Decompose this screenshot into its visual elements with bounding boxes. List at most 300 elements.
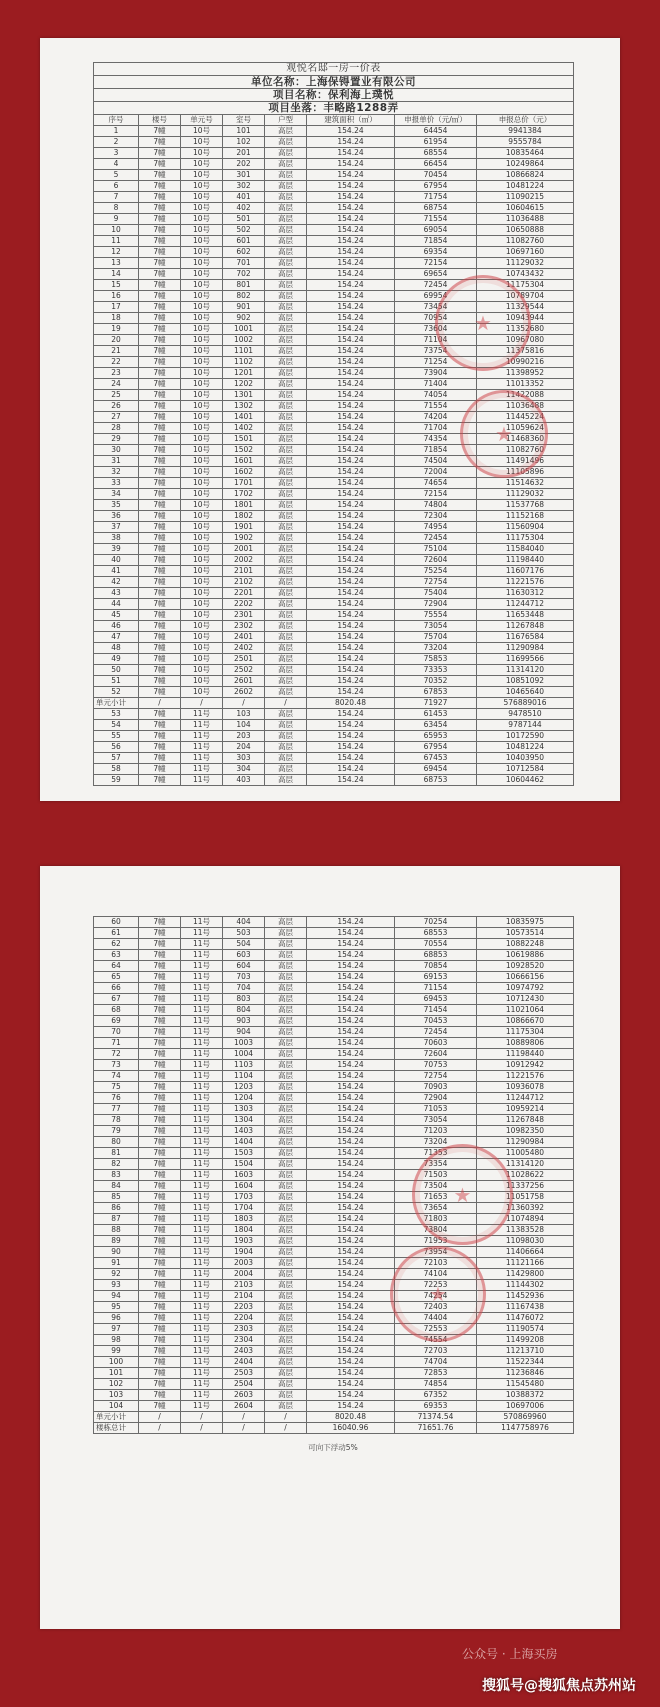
- table-cell: 154.24: [307, 1236, 395, 1247]
- table-cell: 1302: [223, 401, 265, 412]
- table-cell: 11129032: [477, 489, 574, 500]
- table-cell: 11491496: [477, 456, 574, 467]
- table-cell: 60: [94, 917, 139, 928]
- table-cell: 7幢: [139, 500, 181, 511]
- table-cell: 10号: [181, 335, 223, 346]
- table-cell: 11号: [181, 1170, 223, 1181]
- table-cell: 11号: [181, 1346, 223, 1357]
- table-row: [94, 1148, 574, 1159]
- table-cell: 902: [223, 313, 265, 324]
- table-cell: 71927: [395, 698, 477, 709]
- table-cell: 68853: [395, 950, 477, 961]
- table-cell: 44: [94, 599, 139, 610]
- table-cell: 11314120: [477, 1159, 574, 1170]
- table-cell: 10982350: [477, 1126, 574, 1137]
- table-cell: 高层: [265, 1104, 307, 1115]
- table-cell: 103: [94, 1390, 139, 1401]
- table-cell: 80: [94, 1137, 139, 1148]
- table-cell: 7幢: [139, 390, 181, 401]
- table-cell: 88: [94, 1225, 139, 1236]
- table-cell: 10743432: [477, 269, 574, 280]
- table-cell: 11036488: [477, 214, 574, 225]
- table-cell: 7幢: [139, 236, 181, 247]
- table-cell: 7幢: [139, 379, 181, 390]
- table-cell: 66: [94, 983, 139, 994]
- table-cell: 7幢: [139, 928, 181, 939]
- table-cell: 5: [94, 170, 139, 181]
- table-row: [94, 720, 574, 731]
- table-cell: 11129032: [477, 258, 574, 269]
- table-cell: 7幢: [139, 1324, 181, 1335]
- table-row: [94, 764, 574, 775]
- table-cell: 高层: [265, 401, 307, 412]
- col-header-total-price: 申报总价（元）: [477, 115, 574, 126]
- table-cell: 404: [223, 917, 265, 928]
- table-cell: 71: [94, 1038, 139, 1049]
- table-cell: 1801: [223, 500, 265, 511]
- table-cell: 74554: [395, 1335, 477, 1346]
- table-cell: 高层: [265, 357, 307, 368]
- table-cell: 10990216: [477, 357, 574, 368]
- table-cell: 93: [94, 1280, 139, 1291]
- table-cell: 11号: [181, 1137, 223, 1148]
- table-cell: 1802: [223, 511, 265, 522]
- table-cell: 69654: [395, 269, 477, 280]
- table-row: [94, 643, 574, 654]
- table-row: [94, 1016, 574, 1027]
- table-cell: 7幢: [139, 544, 181, 555]
- table-cell: 57: [94, 753, 139, 764]
- table-cell: 11号: [181, 1401, 223, 1412]
- table-cell: 1804: [223, 1225, 265, 1236]
- table-cell: 高层: [265, 1082, 307, 1093]
- table-cell: 59: [94, 775, 139, 786]
- table-cell: 102: [223, 137, 265, 148]
- table-cell: 11445224: [477, 412, 574, 423]
- table-cell: 11152168: [477, 511, 574, 522]
- table-cell: 高层: [265, 972, 307, 983]
- table-cell: 2201: [223, 588, 265, 599]
- table-cell: 7幢: [139, 555, 181, 566]
- table-cell: 10号: [181, 258, 223, 269]
- table-cell: 7幢: [139, 445, 181, 456]
- table-cell: 47: [94, 632, 139, 643]
- table-cell: 10943944: [477, 313, 574, 324]
- table-cell: 11号: [181, 1181, 223, 1192]
- table-cell: 11082760: [477, 236, 574, 247]
- table-cell: 高层: [265, 643, 307, 654]
- table-cell: 高层: [265, 500, 307, 511]
- table-cell: 73504: [395, 1181, 477, 1192]
- table-row: [94, 1324, 574, 1335]
- table-cell: 72604: [395, 1049, 477, 1060]
- table-cell: 154.24: [307, 137, 395, 148]
- price-sheet-page-2: [40, 866, 620, 1629]
- table-cell: 91: [94, 1258, 139, 1269]
- table-cell: 9941384: [477, 126, 574, 137]
- table-cell: 154.24: [307, 423, 395, 434]
- table-cell: 201: [223, 148, 265, 159]
- table-cell: 33: [94, 478, 139, 489]
- table-cell: 702: [223, 269, 265, 280]
- table-cell: 79: [94, 1126, 139, 1137]
- table-cell: 154.24: [307, 950, 395, 961]
- table-cell: 8: [94, 203, 139, 214]
- table-cell: 11号: [181, 1302, 223, 1313]
- table-row: [94, 665, 574, 676]
- table-cell: 11号: [181, 983, 223, 994]
- table-row: [94, 1390, 574, 1401]
- table-row: [94, 214, 574, 225]
- table-cell: 11175304: [477, 1027, 574, 1038]
- table-cell: 11号: [181, 742, 223, 753]
- table-cell: 高层: [265, 478, 307, 489]
- table-row: [94, 1412, 574, 1423]
- table-cell: 203: [223, 731, 265, 742]
- table-cell: 69054: [395, 225, 477, 236]
- project-location: 项目坐落：丰略路1288弄: [94, 102, 574, 115]
- table-cell: 10604462: [477, 775, 574, 786]
- table-cell: 87: [94, 1214, 139, 1225]
- table-cell: 71254: [395, 357, 477, 368]
- table-cell: 高层: [265, 1258, 307, 1269]
- table-cell: 高层: [265, 346, 307, 357]
- table-cell: 高层: [265, 665, 307, 676]
- table-cell: 154.24: [307, 775, 395, 786]
- table-cell: 11352680: [477, 324, 574, 335]
- table-cell: 7幢: [139, 764, 181, 775]
- table-cell: 高层: [265, 214, 307, 225]
- table-cell: 10号: [181, 665, 223, 676]
- table-cell: 7幢: [139, 1291, 181, 1302]
- table-cell: 10号: [181, 610, 223, 621]
- table-cell: 154.24: [307, 269, 395, 280]
- table-cell: 高层: [265, 291, 307, 302]
- table-row: [94, 544, 574, 555]
- table-cell: 97: [94, 1324, 139, 1335]
- table-cell: 7幢: [139, 753, 181, 764]
- table-cell: 154.24: [307, 1214, 395, 1225]
- table-cell: 101: [223, 126, 265, 137]
- table-cell: 高层: [265, 983, 307, 994]
- table-cell: 7幢: [139, 1005, 181, 1016]
- table-cell: 高层: [265, 533, 307, 544]
- table-cell: 高层: [265, 137, 307, 148]
- table-cell: 36: [94, 511, 139, 522]
- table-cell: 75104: [395, 544, 477, 555]
- table-cell: 高层: [265, 621, 307, 632]
- table-cell: 高层: [265, 1126, 307, 1137]
- table-cell: 154.24: [307, 533, 395, 544]
- table-cell: 1702: [223, 489, 265, 500]
- table-cell: 1001: [223, 324, 265, 335]
- table-row: [94, 928, 574, 939]
- table-cell: 14: [94, 269, 139, 280]
- table-cell: 154.24: [307, 1082, 395, 1093]
- table-cell: 154.24: [307, 1049, 395, 1060]
- table-cell: 11号: [181, 1335, 223, 1346]
- table-cell: 70453: [395, 1016, 477, 1027]
- table-cell: 154.24: [307, 379, 395, 390]
- table-row: [94, 1005, 574, 1016]
- table-cell: 10573514: [477, 928, 574, 939]
- table-cell: 154.24: [307, 192, 395, 203]
- table-cell: /: [181, 698, 223, 709]
- table-cell: 高层: [265, 379, 307, 390]
- col-header-type: 户型: [265, 115, 307, 126]
- table-cell: 高层: [265, 1115, 307, 1126]
- table-cell: 高层: [265, 1324, 307, 1335]
- table-cell: 10号: [181, 533, 223, 544]
- table-cell: 104: [223, 720, 265, 731]
- table-cell: 高层: [265, 610, 307, 621]
- table-cell: 303: [223, 753, 265, 764]
- table-cell: 高层: [265, 1159, 307, 1170]
- table-cell: 11074894: [477, 1214, 574, 1225]
- table-cell: 11号: [181, 1203, 223, 1214]
- table-cell: 7幢: [139, 522, 181, 533]
- table-cell: 48: [94, 643, 139, 654]
- table-cell: 11号: [181, 994, 223, 1005]
- table-cell: 10号: [181, 357, 223, 368]
- table-cell: 11653448: [477, 610, 574, 621]
- table-cell: 11号: [181, 928, 223, 939]
- table-cell: 11051758: [477, 1192, 574, 1203]
- table-cell: 82: [94, 1159, 139, 1170]
- table-cell: 12: [94, 247, 139, 258]
- table-cell: 7幢: [139, 1335, 181, 1346]
- table-row: [94, 181, 574, 192]
- table-cell: 7幢: [139, 599, 181, 610]
- table-cell: 2503: [223, 1368, 265, 1379]
- table-cell: 2601: [223, 676, 265, 687]
- table-cell: 154.24: [307, 566, 395, 577]
- table-cell: 10号: [181, 621, 223, 632]
- table-cell: 10号: [181, 566, 223, 577]
- table-cell: 7幢: [139, 203, 181, 214]
- table-cell: 11476072: [477, 1313, 574, 1324]
- table-cell: 402: [223, 203, 265, 214]
- table-cell: 154.24: [307, 280, 395, 291]
- table-cell: 10889806: [477, 1038, 574, 1049]
- table-cell: 10403950: [477, 753, 574, 764]
- table-cell: 高层: [265, 511, 307, 522]
- table-cell: 1601: [223, 456, 265, 467]
- table-row: [94, 148, 574, 159]
- table-cell: 72553: [395, 1324, 477, 1335]
- col-header-room: 室号: [223, 115, 265, 126]
- table-cell: 154.24: [307, 555, 395, 566]
- table-cell: 11号: [181, 1038, 223, 1049]
- table-row: [94, 709, 574, 720]
- table-row: [94, 258, 574, 269]
- table-cell: 154.24: [307, 753, 395, 764]
- table-cell: 69354: [395, 247, 477, 258]
- table-cell: 高层: [265, 1280, 307, 1291]
- table-cell: 6: [94, 181, 139, 192]
- table-cell: 154.24: [307, 1148, 395, 1159]
- table-cell: 高层: [265, 1357, 307, 1368]
- table-cell: 71353: [395, 1148, 477, 1159]
- table-cell: 154.24: [307, 665, 395, 676]
- table-cell: 1404: [223, 1137, 265, 1148]
- table-cell: 32: [94, 467, 139, 478]
- table-cell: 7幢: [139, 511, 181, 522]
- table-cell: 11175304: [477, 533, 574, 544]
- table-cell: 10号: [181, 181, 223, 192]
- table-cell: 7幢: [139, 1302, 181, 1313]
- table-cell: 51: [94, 676, 139, 687]
- table-cell: 74854: [395, 1379, 477, 1390]
- table-cell: 154.24: [307, 1104, 395, 1115]
- table-cell: 72754: [395, 1071, 477, 1082]
- table-cell: 304: [223, 764, 265, 775]
- table-cell: 7幢: [139, 1401, 181, 1412]
- table-cell: 74254: [395, 1291, 477, 1302]
- table-cell: 10789704: [477, 291, 574, 302]
- table-cell: 11号: [181, 1357, 223, 1368]
- table-cell: 1104: [223, 1071, 265, 1082]
- table-cell: 7幢: [139, 643, 181, 654]
- table-cell: 154.24: [307, 412, 395, 423]
- table-cell: 18: [94, 313, 139, 324]
- table-cell: 10712430: [477, 994, 574, 1005]
- table-cell: 53: [94, 709, 139, 720]
- table-row: [94, 236, 574, 247]
- table-cell: 11号: [181, 1148, 223, 1159]
- table-cell: 154.24: [307, 346, 395, 357]
- table-cell: 502: [223, 225, 265, 236]
- table-row: [94, 577, 574, 588]
- table-cell: 11号: [181, 1049, 223, 1060]
- table-cell: 701: [223, 258, 265, 269]
- table-cell: 69954: [395, 291, 477, 302]
- table-cell: 高层: [265, 1093, 307, 1104]
- table-cell: 154.24: [307, 709, 395, 720]
- table-cell: 99: [94, 1346, 139, 1357]
- table-cell: 73204: [395, 1137, 477, 1148]
- table-row: [94, 731, 574, 742]
- table-cell: 1003: [223, 1038, 265, 1049]
- table-row: [94, 1060, 574, 1071]
- table-row: [94, 632, 574, 643]
- table-cell: 74654: [395, 478, 477, 489]
- table-cell: 高层: [265, 1214, 307, 1225]
- table-cell: 11221576: [477, 1071, 574, 1082]
- table-cell: 76: [94, 1093, 139, 1104]
- table-cell: 11244712: [477, 1093, 574, 1104]
- table-cell: 高层: [265, 1005, 307, 1016]
- table-cell: 1403: [223, 1126, 265, 1137]
- table-cell: 2603: [223, 1390, 265, 1401]
- table-cell: 11号: [181, 961, 223, 972]
- table-cell: 10967080: [477, 335, 574, 346]
- table-cell: 74704: [395, 1357, 477, 1368]
- table-cell: 7幢: [139, 1137, 181, 1148]
- table-cell: 61954: [395, 137, 477, 148]
- table-cell: 10481224: [477, 742, 574, 753]
- official-seal-stamp: [390, 1246, 486, 1342]
- table-cell: 154.24: [307, 1346, 395, 1357]
- table-cell: 154.24: [307, 1313, 395, 1324]
- table-cell: 64: [94, 961, 139, 972]
- table-cell: 7幢: [139, 665, 181, 676]
- table-cell: 154.24: [307, 522, 395, 533]
- table-cell: 154.24: [307, 764, 395, 775]
- col-header-unit: 单元号: [181, 115, 223, 126]
- table-cell: 301: [223, 170, 265, 181]
- table-cell: 154.24: [307, 1038, 395, 1049]
- table-cell: 高层: [265, 1291, 307, 1302]
- table-cell: 7幢: [139, 1115, 181, 1126]
- table-cell: 154.24: [307, 1126, 395, 1137]
- table-cell: 10号: [181, 159, 223, 170]
- table-cell: 15: [94, 280, 139, 291]
- table-cell: 10号: [181, 203, 223, 214]
- table-cell: 154.24: [307, 1071, 395, 1082]
- table-row: [94, 1357, 574, 1368]
- table-cell: 70454: [395, 170, 477, 181]
- table-row: [94, 1071, 574, 1082]
- table-row: [94, 1368, 574, 1379]
- table-cell: 高层: [265, 390, 307, 401]
- table-row: [94, 950, 574, 961]
- table-cell: 10号: [181, 500, 223, 511]
- table-cell: 7幢: [139, 159, 181, 170]
- wechat-watermark: 公众号 · 上海买房: [462, 1647, 558, 1661]
- table-cell: 11406664: [477, 1247, 574, 1258]
- table-cell: 1303: [223, 1104, 265, 1115]
- table-cell: 高层: [265, 324, 307, 335]
- table-cell: 高层: [265, 412, 307, 423]
- table-cell: 70554: [395, 939, 477, 950]
- table-cell: 11607176: [477, 566, 574, 577]
- table-cell: 68554: [395, 148, 477, 159]
- table-row: [94, 1104, 574, 1115]
- table-cell: 11144302: [477, 1280, 574, 1291]
- table-row: [94, 1258, 574, 1269]
- table-cell: 75404: [395, 588, 477, 599]
- table-cell: 11452936: [477, 1291, 574, 1302]
- table-cell: 11号: [181, 950, 223, 961]
- table-row: [94, 1247, 574, 1258]
- table-cell: 56: [94, 742, 139, 753]
- table-row: [94, 478, 574, 489]
- table-cell: 154.24: [307, 577, 395, 588]
- table-row: [94, 1291, 574, 1302]
- table-cell: 7幢: [139, 181, 181, 192]
- table-cell: 7幢: [139, 1071, 181, 1082]
- table-cell: 11522344: [477, 1357, 574, 1368]
- table-cell: 9: [94, 214, 139, 225]
- table-cell: /: [181, 1423, 223, 1434]
- table-cell: 7幢: [139, 1390, 181, 1401]
- table-cell: 52: [94, 687, 139, 698]
- table-cell: 高层: [265, 269, 307, 280]
- table-cell: 7幢: [139, 961, 181, 972]
- table-cell: 高层: [265, 588, 307, 599]
- table-cell: 7幢: [139, 1181, 181, 1192]
- table-cell: 50: [94, 665, 139, 676]
- table-cell: 65953: [395, 731, 477, 742]
- table-cell: 7幢: [139, 950, 181, 961]
- table-row: [94, 1082, 574, 1093]
- table-cell: 154.24: [307, 368, 395, 379]
- table-cell: 1901: [223, 522, 265, 533]
- table-cell: 10号: [181, 434, 223, 445]
- table-cell: 高层: [265, 1335, 307, 1346]
- table-row: [94, 192, 574, 203]
